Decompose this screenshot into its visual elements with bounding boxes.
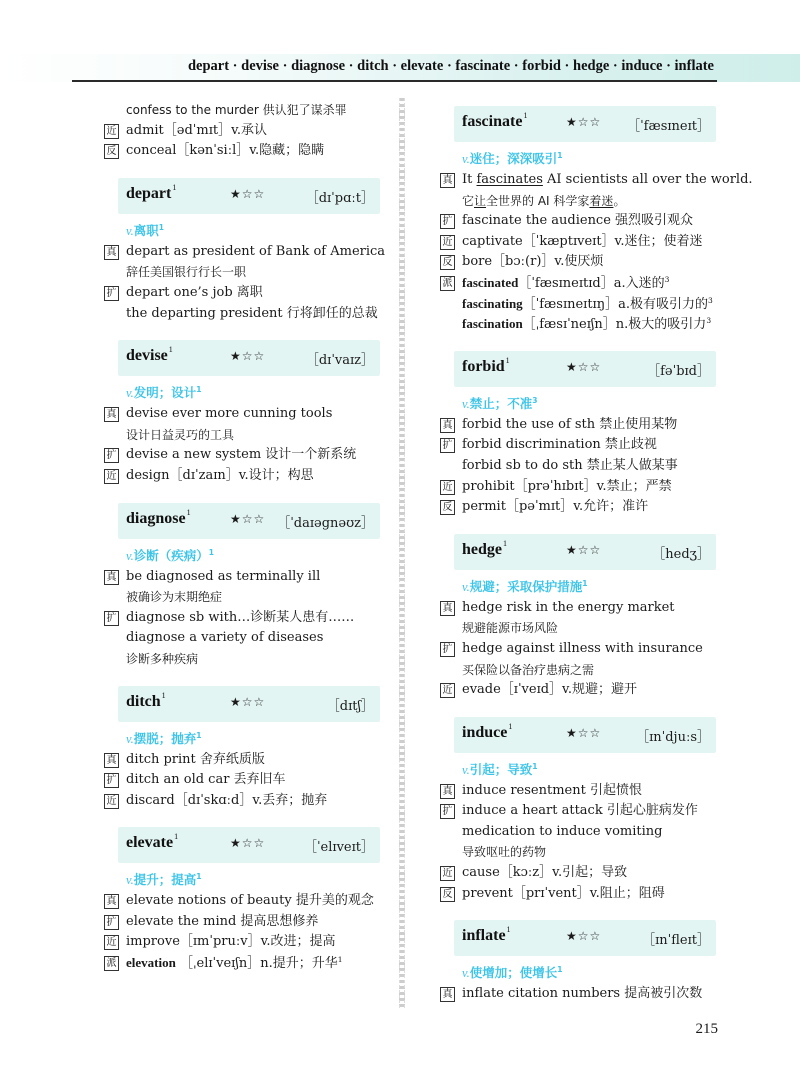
- translation-line: 导致呕吐的药物: [462, 845, 547, 860]
- entry-header-depart: [118, 178, 380, 214]
- tag-ext: 扩: [440, 214, 455, 229]
- antonym-line: 反 prevent［prɪˈvent］v.阻止；阻碍: [440, 884, 720, 905]
- derivative-line: 派 fascinated［ˈfæsɪneɪtɪd］a.入迷的$^3$: [440, 273, 720, 294]
- headword: diagnose$^1$: [126, 507, 191, 527]
- synonym-line: 近 discard［dɪˈskɑːd］v.丢弃；抛弃: [104, 791, 384, 812]
- antonym-line: 反 bore［bɔː(r)］v.使厌烦: [440, 252, 720, 273]
- antonym-line: 反 conceal［kənˈsiːl］v.隐藏；隐瞒: [104, 141, 384, 162]
- tag-real: 真: [440, 784, 455, 799]
- example-line: 真 devise ever more cunning tools: [104, 404, 384, 425]
- translation-line: 规避能源市场风险: [462, 621, 559, 636]
- tag-near: 近: [104, 794, 119, 809]
- tag-near: 近: [440, 235, 455, 250]
- tag-ext: 扩: [104, 773, 119, 788]
- translation-line: 买保险以备治疗患病之需: [462, 662, 595, 677]
- star-rating: ★☆☆: [230, 186, 266, 201]
- meaning-line: v.发明；设计$^1$: [126, 385, 202, 401]
- extension-line: 扩 hedge against illness with insurance: [440, 639, 720, 660]
- translation-line: 辞任美国银行行长一职: [126, 265, 247, 280]
- entry-header-elevate: [118, 827, 380, 863]
- tag-near: 近: [440, 866, 455, 881]
- tag-real: 真: [104, 753, 119, 768]
- tag-real: 真: [104, 570, 119, 585]
- translation-line: 诊断多种疾病: [126, 651, 199, 666]
- entry-header-inflate: [454, 920, 716, 956]
- synonym-line: 近 evade［ɪˈveɪd］v.规避；避开: [440, 680, 720, 701]
- extension-line: 扩 induce a heart attack 引起心脏病发作: [440, 801, 720, 822]
- meaning-line: v.规避；采取保护措施$^1$: [462, 578, 588, 594]
- entry-header-diagnose: [118, 503, 380, 539]
- derivative-line: fascinating［ˈfæsɪneɪtɪŋ］a.极有吸引力的$^3$: [462, 295, 713, 312]
- synonym-line: 近 captivate［ˈkæptɪveɪt］v.迷住；使着迷: [440, 232, 720, 253]
- extension-line: 扩 forbid discrimination 禁止歧视: [440, 435, 720, 456]
- extension-line: 扩 elevate the mind 提高思想修养: [104, 912, 384, 933]
- tag-ext: 扩: [104, 915, 119, 930]
- headword: devise$^1$: [126, 345, 173, 365]
- example-line: 真 induce resentment 引起愤恨: [440, 781, 720, 802]
- tag-real: 真: [440, 987, 455, 1002]
- derivative-line: 派 elevation ［ˌelɪˈveɪʃn］n.提升；升华$^1$: [104, 953, 384, 974]
- headword: fascinate$^1$: [462, 111, 528, 130]
- meaning-line: v.引起；导致$^1$: [462, 761, 538, 777]
- meaning-line: v.诊断（疾病）$^1$: [126, 547, 214, 563]
- star-rating: ★☆☆: [566, 725, 602, 740]
- phonetic: ［ˈelɪveɪt］: [303, 840, 374, 856]
- header-rule: [72, 80, 717, 82]
- derivative-line: fascination［ˌfæsɪˈneɪʃn］n.极大的吸引力$^3$: [462, 316, 712, 333]
- extension-line: diagnose a variety of diseases: [126, 630, 324, 646]
- extension-line: 扩 devise a new system 设计一个新系统: [104, 445, 384, 466]
- headword: inflate$^1$: [462, 925, 511, 945]
- tag-near: 近: [440, 683, 455, 698]
- tag-near: 近: [440, 480, 455, 495]
- synonym-line: 近 cause［kɔːz］v.引起；导致: [440, 863, 720, 884]
- translation-line: 它让全世界的 AI 科学家着迷。: [462, 193, 626, 208]
- tag-ext: 扩: [104, 611, 119, 626]
- meaning-line: v.摆脱；抛弃$^1$: [126, 730, 202, 746]
- meaning-line: v.提升；提高$^1$: [126, 872, 202, 888]
- entry-header-induce: [454, 717, 716, 753]
- phonetic: ［fəˈbɪd］: [647, 363, 710, 379]
- tag-ext: 扩: [440, 804, 455, 819]
- tag-real: 真: [104, 407, 119, 422]
- tag-near: 近: [104, 935, 119, 950]
- phonetic: ［dɪˈpɑːt］: [305, 190, 374, 206]
- tag-derived: 派: [104, 956, 119, 971]
- page-number: 215: [695, 1021, 718, 1037]
- tag-ext: 扩: [104, 448, 119, 463]
- tag-real: 真: [440, 173, 455, 188]
- star-rating: ★☆☆: [230, 511, 266, 526]
- meaning-line: v.离职$^1$: [126, 222, 164, 238]
- tag-anti: 反: [440, 500, 455, 515]
- extension-line: 扩 ditch an old car 丢弃旧车: [104, 770, 384, 791]
- headword: elevate$^1$: [126, 832, 179, 852]
- tag-real: 真: [440, 418, 455, 433]
- phonetic: ［ɪnˈdjuːs］: [636, 729, 710, 745]
- meaning-line: v.禁止；不准$^3$: [462, 395, 538, 411]
- example-line: 真 elevate notions of beauty 提升美的观念: [104, 891, 384, 912]
- tag-ext: 扩: [440, 642, 455, 657]
- entry-header-fascinate: [454, 106, 716, 142]
- entry-header-ditch: [118, 686, 380, 722]
- phonetic: ［dɪtʃ］: [326, 698, 374, 714]
- example-line: 真 inflate citation numbers 提高被引次数: [440, 984, 720, 1005]
- synonym-line: 近 prohibit［prəˈhɪbɪt］v.禁止；严禁: [440, 477, 720, 498]
- left-column: [104, 100, 384, 974]
- running-header: depart · devise · diagnose · ditch · elevate · fascinate · forbid · hedge · induce · inflate: [187, 58, 714, 74]
- example-line: 真 It fascinates AI scientists all over the world.: [440, 170, 720, 191]
- antonym-line: 反 permit［pəˈmɪt］v.允许；准许: [440, 497, 720, 518]
- example-line: 真 depart as president of Bank of America: [104, 242, 384, 263]
- meaning-line: v.使增加；使增长$^1$: [462, 965, 563, 981]
- synonym-line: 近 design［dɪˈzaɪn］v.设计；构思: [104, 466, 384, 487]
- star-rating: ★☆☆: [566, 359, 602, 374]
- headword: induce$^1$: [462, 721, 513, 741]
- extension-line: forbid sb to do sth 禁止某人做某事: [462, 457, 678, 473]
- tag-anti: 反: [440, 255, 455, 270]
- extension-line: the departing president 行将卸任的总裁: [126, 305, 378, 321]
- star-rating: ★☆☆: [566, 542, 602, 557]
- meaning-line: v.迷住；深深吸引$^1$: [462, 151, 563, 166]
- example-line: 真 be diagnosed as terminally ill: [104, 567, 384, 588]
- translation-line: 被确诊为末期绝症: [126, 590, 223, 605]
- headword: depart$^1$: [126, 182, 177, 202]
- right-column: [440, 90, 753, 1005]
- tag-anti: 反: [104, 144, 119, 159]
- entry-header-forbid: [454, 351, 716, 387]
- tag-near: 近: [104, 469, 119, 484]
- synonym-line: 近 improve［ɪmˈpruːv］v.改进；提高: [104, 932, 384, 953]
- synonym-line: 近 admit［ədˈmɪt］v.承认: [104, 121, 384, 142]
- extension-line: 扩 diagnose sb with…诊断某人患有……: [104, 608, 384, 629]
- tag-ext: 扩: [104, 286, 119, 301]
- example-line: 真 hedge risk in the energy market: [440, 598, 720, 619]
- tag-real: 真: [440, 601, 455, 616]
- star-rating: ★☆☆: [230, 694, 266, 709]
- extension-line: medication to induce vomiting: [462, 823, 663, 839]
- star-rating: ★☆☆: [230, 349, 266, 364]
- tag-anti: 反: [440, 887, 455, 902]
- phonetic: ［dɪˈvaɪz］: [305, 353, 374, 369]
- tag-near: 近: [104, 124, 119, 139]
- example-line: confess to the murder 供认犯了谋杀罪: [126, 103, 347, 117]
- example-line: 真 forbid the use of sth 禁止使用某物: [440, 415, 720, 436]
- phonetic: ［ˈfæsɪneɪt］: [627, 119, 710, 134]
- column-divider: [399, 98, 405, 1008]
- extension-line: 扩 fascinate the audience 强烈吸引观众: [440, 211, 720, 232]
- entry-header-devise: [118, 340, 380, 376]
- phonetic: ［ˈdaɪəgnəʊz］: [277, 515, 374, 531]
- headword: ditch$^1$: [126, 690, 166, 710]
- star-rating: ★☆☆: [566, 929, 602, 944]
- star-rating: ★☆☆: [566, 115, 602, 129]
- phonetic: ［hedʒ］: [652, 546, 710, 562]
- phonetic: ［ɪnˈfleɪt］: [642, 933, 710, 949]
- headword: forbid$^1$: [462, 355, 510, 375]
- entry-header-hedge: [454, 534, 716, 570]
- headword: hedge$^1$: [462, 538, 507, 558]
- translation-line: 设计日益灵巧的工具: [126, 427, 235, 442]
- tag-derived: 派: [440, 276, 455, 291]
- example-line: 真 ditch print 舍弃纸质版: [104, 750, 384, 771]
- star-rating: ★☆☆: [230, 836, 266, 851]
- tag-real: 真: [104, 894, 119, 909]
- tag-real: 真: [104, 245, 119, 260]
- tag-ext: 扩: [440, 438, 455, 453]
- extension-line: 扩 depart one’s job 离职: [104, 283, 384, 304]
